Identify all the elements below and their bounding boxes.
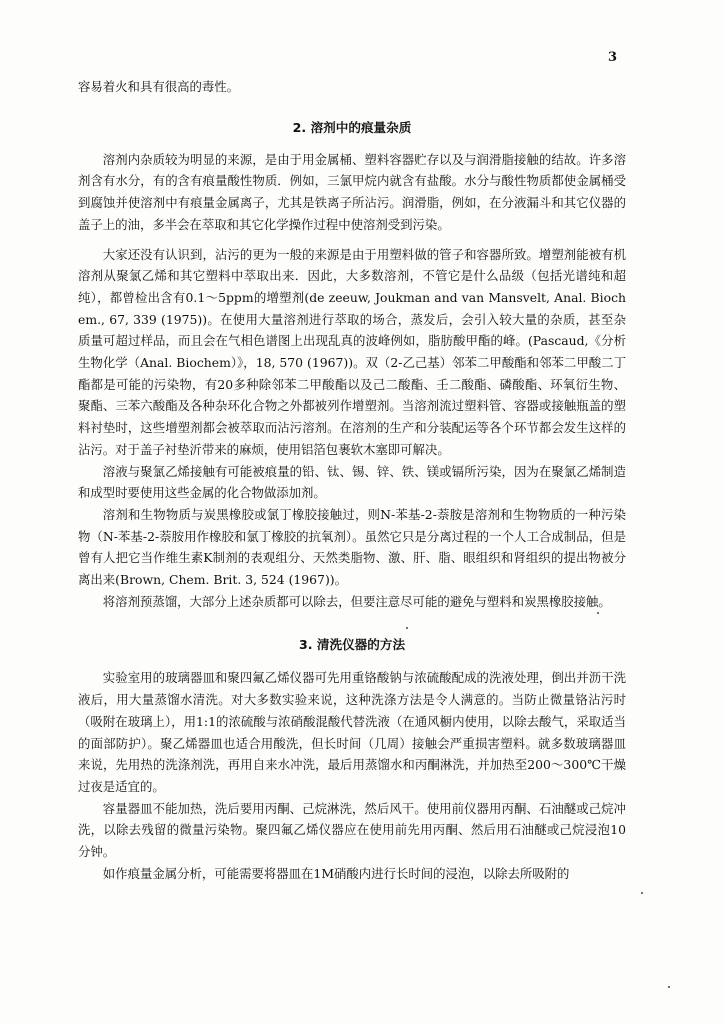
section-2-paragraph-4: 溶剂和生物物质与炭黑橡胶或氯丁橡胶接触过，则N-苯基-2-萘胺是溶剂和生物物质的一种污染物（N-苯基-2-萘胺用作橡胶和氯丁橡胶的抗氧剂）。虽然它只是分离过程的一个人工合成制品，但是曾有人把它当作维生素K制剂的表观组分、天然类脂物、激、肝、脂、眼组织和肾组织的提出物被分离出来(Brown, Chem. Brit. 3, 524 (1967))。 [78,506,626,588]
page-number: 3 [608,50,618,65]
section-3-paragraph-3: 如作痕量金属分析，可能需要将器皿在1M硝酸内进行长时间的浸泡，以除去所吸附的 [102,865,570,881]
section-3-heading: 3. 清洗仪器的方法 [298,637,406,653]
section-2-paragraph-3: 溶液与聚氯乙烯接触有可能被痕量的铅、钛、锡、锌、铁、镁或镉所污染，因为在聚氯乙烯制造和成型时要使用这些金属的化合物做添加剂。 [78,463,626,501]
scan-speck [668,986,670,988]
lead-fragment: 容易着火和具有很高的毒性。 [78,79,240,94]
scan-speck [641,892,643,894]
section-3-paragraph-1: 实验室用的玻璃器皿和聚四氟乙烯仪器可先用重铬酸钠与浓硫酸配成的洗液处理，倒出并沥干洗液后，用大量蒸馏水清洗。对大多数实验来说，这种洗涤方法是令人满意的。当防止微量铬沾污时（吸附在玻璃上），用1:1的浓硫酸与浓硝酸混酸代替洗液（在通风橱内使用，以除去酸气，采取适当的面部防护）。聚乙烯器皿也适合用酸洗，但长时间（几周）接触会严重损害塑料。就多数玻璃器皿来说，先用热的洗涤剂洗，再用自来水冲洗，最后用蒸馏水和丙酮淋洗，并加热至200～300℃干燥过夜是适宜的。 [78,670,626,794]
scan-speck [406,627,408,629]
section-3-paragraph-2: 容量器皿不能加热，洗后要用丙酮、己烷淋洗，然后风干。使用前仪器用丙酮、石油醚或己烷冲洗，以除去残留的微量污染物。聚四氟乙烯仪器应在使用前先用丙酮、然后用石油醚或己烷浸泡10分钟。 [78,800,626,860]
section-2-paragraph-1: 溶剂内杂质较为明显的来源，是由于用金属桶、塑料容器贮存以及与润滑脂接触的结故。许多溶剂含有水分，有的含有痕量酸性物质．例如，三氯甲烷内就含有盐酸。水分与酸性物质都使金属桶受到腐蚀并使溶剂中有痕量金属离子，尤其是铁离子所沾污。润滑脂，例如，在分液漏斗和其它仪器的盖子上的油，多半会在萃取和其它化学操作过程中使溶剂受到污染。 [78,151,626,232]
section-2-paragraph-2: 大家还没有认识到，沾污的更为一般的来源是由于用塑料做的管子和容器所致。增塑剂能被有机溶剂从聚氯乙烯和其它塑料中萃取出来．因此，大多数溶剂，不管它是什么品级（包括光谱纯和超纯），都曾检出含有0.1～5ppm的增塑剂(de zeeuw, Joukman and van Mansvelt, Anal. Biochem., 67, 339 (1975))。在使用大量溶剂进行萃取的场合，蒸发后，会引入较大量的杂质，甚至杂质量可超过样品，而且会在气相色谱图上出现乱真的波峰例如，脂肪酸甲酯的峰。(Pascaud,《分析生物化学（Anal. Biochem）》，18, 570 (1967))。双（2-乙己基）邻苯二甲酸酯和邻苯二甲酸二丁酯都是可能的污染物，有20多种除邻苯二甲酸酯以及己二酸酯、壬二酸酯、磷酸酯、环氧衍生物、聚酯、三苯六酸酯及各种杂环化合物之外都被列作增塑剂。当溶剂流过塑料管、容器或接触瓶盖的塑料衬垫时，这些增塑剂都会被萃取而沾污溶剂。在溶剂的生产和分装配运等各个环节都会发生这样的沾污。对于盖子衬垫沂带来的麻烦，使用铝箔包裹软木塞即可解决。 [78,246,626,457]
page-body [78,76,626,885]
scan-speck [597,612,599,614]
section-2-heading: 2. 溶剂中的痕量杂质 [292,119,412,135]
section-2-paragraph-5: 将溶剂预蒸馏，大部分上述杂质都可以除去，但要注意尽可能的避免与塑料和炭黑橡胶接触。 [102,593,611,609]
